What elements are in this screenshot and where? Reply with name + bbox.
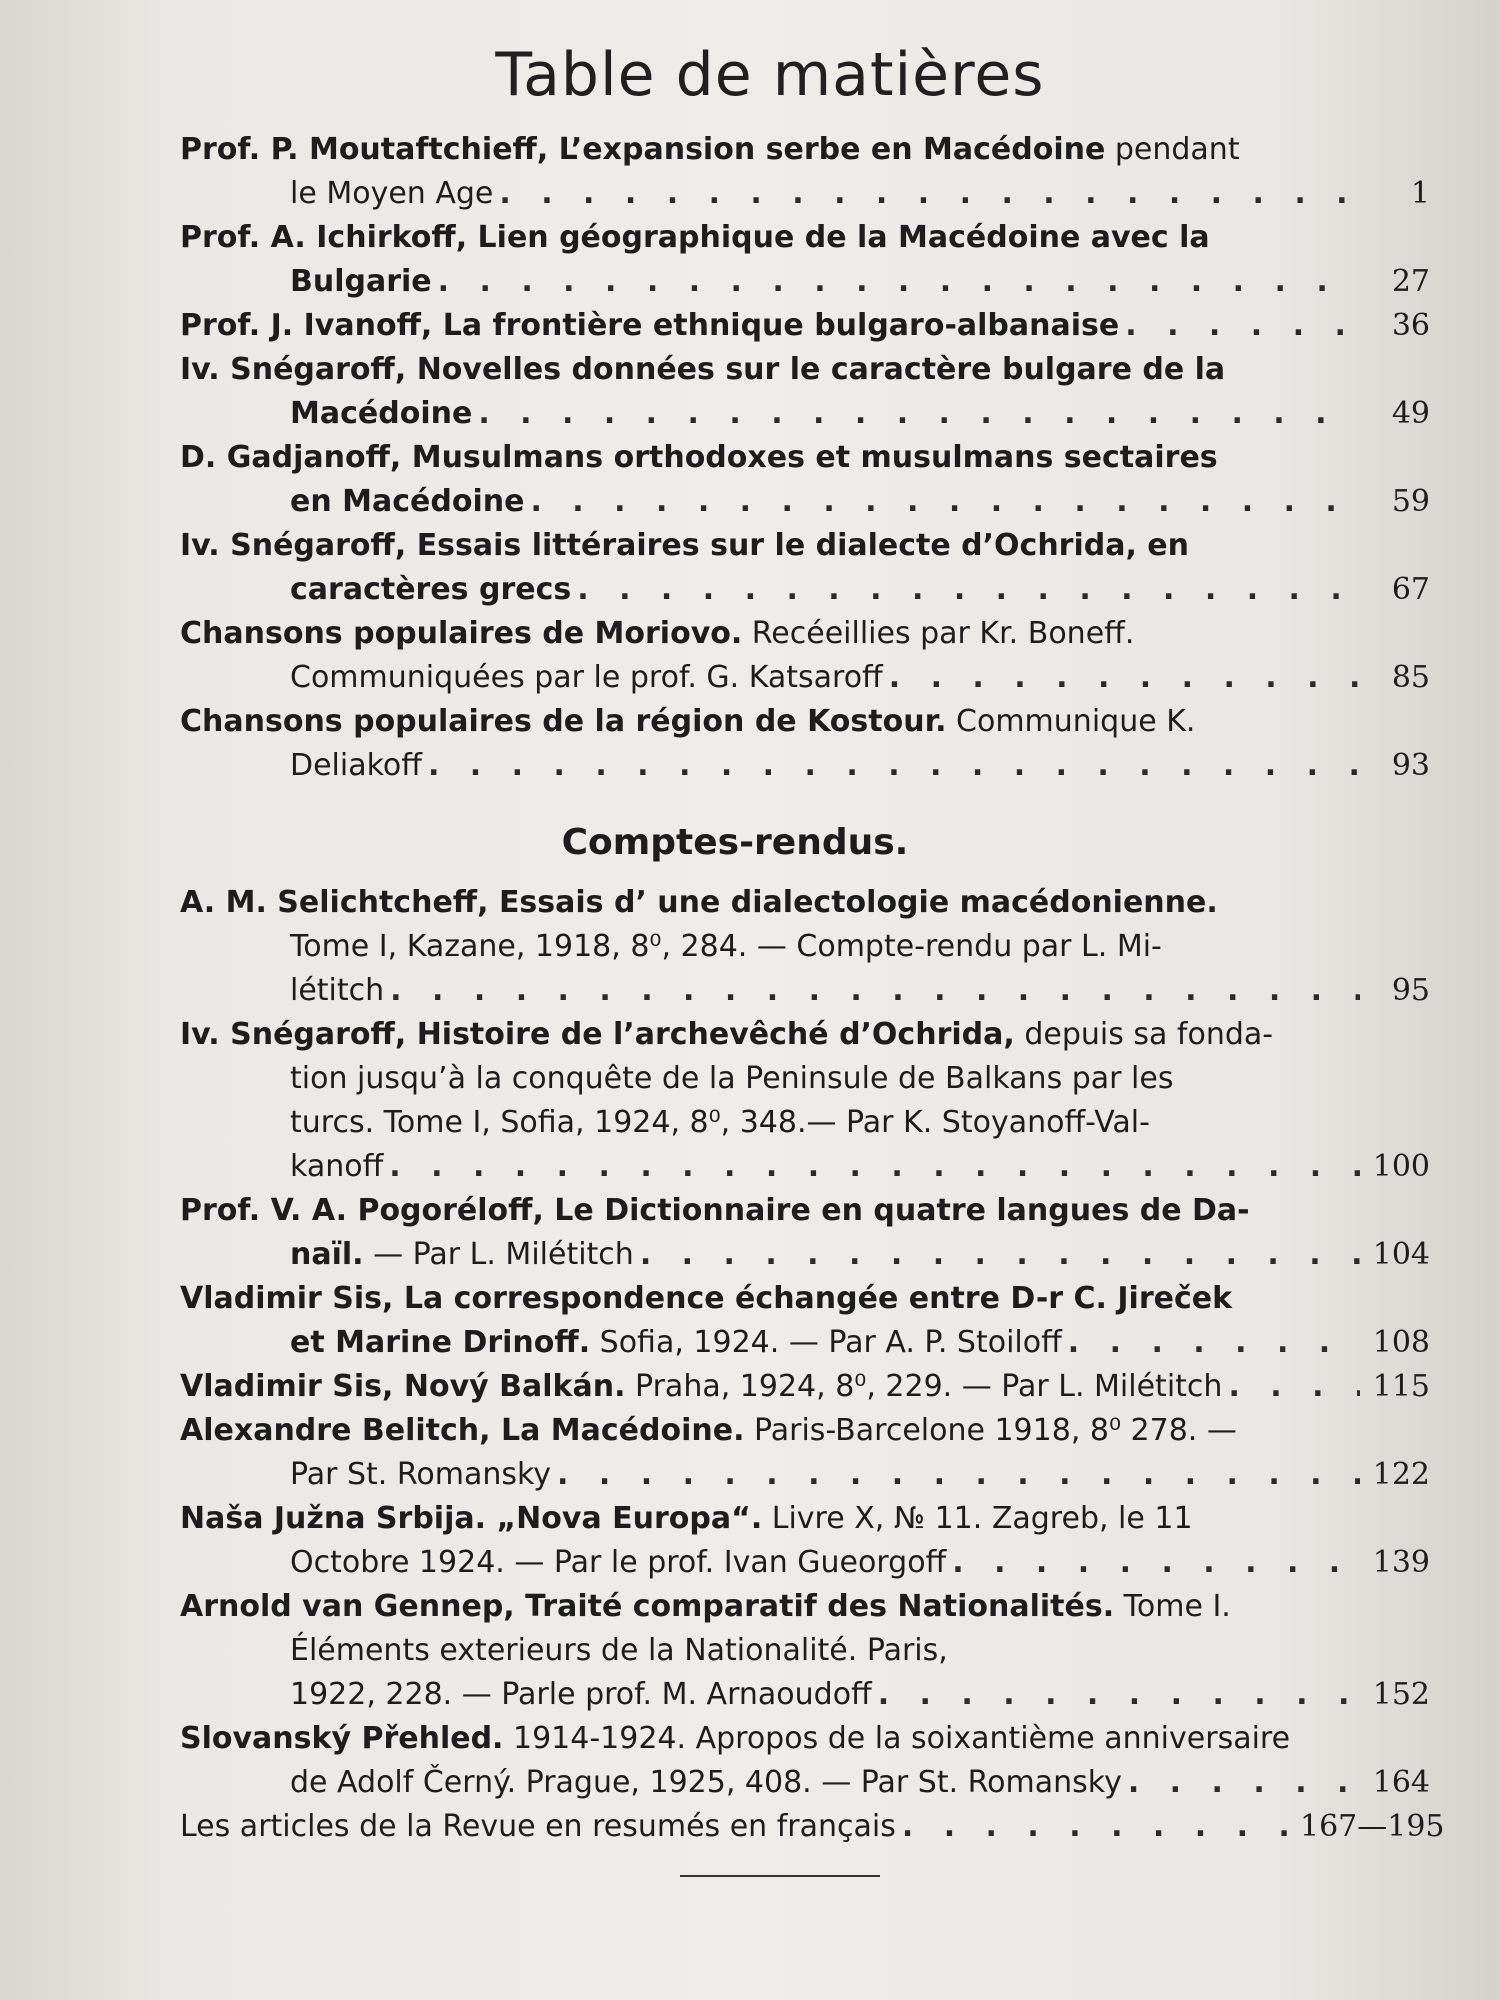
- entry-line: [180, 1541, 1430, 1585]
- article-entry: [180, 348, 1430, 436]
- page-number: 49: [1391, 396, 1430, 431]
- entry-line: [180, 480, 1430, 524]
- dot-leaders: [530, 480, 1360, 524]
- entry-title-text: Vladimir Sis, Nový Balkán.: [180, 1369, 626, 1404]
- page-number: 1: [1410, 176, 1430, 211]
- entry-text: [180, 304, 1119, 348]
- entry-detail-text: Sofia, 1924. — Par A. P. Stoiloff: [590, 1325, 1062, 1360]
- entry-text: [290, 656, 883, 700]
- entry-title-text: A. M. Selichtcheff, Essais d’ une dialectologie macédonienne.: [180, 885, 1218, 920]
- entry-text: [180, 1189, 1250, 1233]
- entry-line: [180, 260, 1430, 304]
- page-number: 152: [1372, 1677, 1430, 1712]
- entry-text: [180, 1365, 1222, 1409]
- entry-text: [290, 1673, 872, 1717]
- dot-leaders: [1128, 1761, 1360, 1805]
- entry-text: [290, 1101, 1150, 1145]
- review-entry: [180, 1497, 1430, 1585]
- entry-text: [180, 1277, 1232, 1321]
- entry-text: [180, 1497, 1193, 1541]
- entry-text: [290, 1761, 1122, 1805]
- entry-title-text: Iv. Snégaroff, Essais littéraires sur le dialecte d’Ochrida, en: [180, 528, 1190, 563]
- entry-text: [290, 260, 432, 304]
- article-entry: [180, 612, 1430, 700]
- entry-title-text: Slovanský Přehled.: [180, 1721, 504, 1756]
- article-entry: [180, 700, 1430, 788]
- page-number: 108: [1372, 1325, 1430, 1360]
- entry-line: [180, 392, 1430, 436]
- entry-detail-text: Tome I.: [1114, 1589, 1231, 1624]
- dot-leaders: [389, 1145, 1360, 1189]
- dot-leaders: [640, 1233, 1360, 1277]
- entry-line: [180, 612, 1430, 656]
- entry-detail-text: tion jusqu’à la conquête de la Peninsule de Balkans par les: [290, 1061, 1174, 1096]
- entry-text: [290, 1057, 1173, 1101]
- entry-line: [180, 1673, 1430, 1717]
- entry-text: [290, 925, 1162, 969]
- page-number: 100: [1372, 1149, 1430, 1184]
- dot-leaders: [1125, 304, 1360, 348]
- entry-line: [180, 1717, 1430, 1761]
- entry-detail-text: Les articles de la Revue en resumés en français: [180, 1809, 896, 1844]
- entry-text: [290, 480, 524, 524]
- entry-line: [180, 1497, 1430, 1541]
- entry-text: [180, 881, 1218, 925]
- entry-line: [180, 1365, 1430, 1409]
- entry-text: [180, 128, 1240, 172]
- review-entry: [180, 1277, 1430, 1365]
- articles-list: [180, 128, 1430, 788]
- page-number: 95: [1391, 973, 1430, 1008]
- entry-detail-text: 1922, 228. — Parle prof. M. Arnaoudoff: [290, 1677, 872, 1712]
- page-number: 164: [1372, 1765, 1430, 1800]
- entry-text: [290, 744, 422, 788]
- page-number: 139: [1372, 1545, 1430, 1580]
- page-number: 115: [1372, 1369, 1430, 1404]
- dot-leaders: [478, 392, 1360, 436]
- entry-line: [180, 128, 1430, 172]
- article-entry: [180, 436, 1430, 524]
- page-number: 36: [1391, 308, 1430, 343]
- page-number: 27: [1391, 264, 1430, 299]
- dot-leaders: [1068, 1321, 1360, 1365]
- entry-detail-text: Communique K.: [946, 704, 1196, 739]
- entry-text: [180, 1717, 1290, 1761]
- entry-detail-text: de Adolf Černý. Prague, 1925, 408. — Par St. Romansky: [290, 1765, 1122, 1800]
- entry-title-text: Prof. A. Ichirkoff, Lien géographique de la Macédoine avec la: [180, 220, 1210, 255]
- entry-line: [180, 524, 1430, 568]
- entry-detail-text: turcs. Tome I, Sofia, 1924, 8⁰, 348.— Par K. Stoyanoff-Val-: [290, 1105, 1150, 1140]
- entry-title-text: D. Gadjanoff, Musulmans orthodoxes et musulmans sectaires: [180, 440, 1218, 475]
- entry-line: [180, 744, 1430, 788]
- article-entry: [180, 216, 1430, 304]
- entry-title-text: Chansons populaires de la région de Kostour.: [180, 704, 947, 739]
- page-number: 122: [1372, 1457, 1430, 1492]
- entry-detail-text: Octobre 1924. — Par le prof. Ivan Gueorgoff: [290, 1545, 947, 1580]
- entry-detail-text: Recéeillies par Kr. Boneff.: [742, 616, 1135, 651]
- entry-detail-text: Éléments exterieurs de la Nationalité. Paris,: [290, 1633, 948, 1668]
- article-entry: [180, 304, 1430, 348]
- entry-title-text: Bulgarie: [290, 264, 432, 299]
- review-entry: [180, 1365, 1430, 1409]
- entry-line: [180, 1585, 1430, 1629]
- page-number: 93: [1391, 748, 1430, 783]
- dot-leaders: [902, 1805, 1294, 1849]
- article-entry: [180, 128, 1430, 216]
- entry-line: [180, 1409, 1430, 1453]
- entry-line: [180, 304, 1430, 348]
- review-entry: [180, 1805, 1445, 1849]
- entry-line: [180, 925, 1430, 969]
- page-title: Table de matières: [495, 40, 1045, 110]
- entry-text: [180, 1585, 1231, 1629]
- entry-text: [180, 436, 1218, 480]
- dot-leaders: [557, 1453, 1360, 1497]
- entry-line: [180, 1761, 1430, 1805]
- entry-title-text: Vladimir Sis, La correspondence échangée entre D-r C. Jireček: [180, 1281, 1233, 1316]
- page-number: 67: [1391, 572, 1430, 607]
- entry-title-text: en Macédoine: [290, 484, 525, 519]
- entry-text: [180, 1013, 1273, 1057]
- entry-text: [180, 348, 1225, 392]
- review-entry: [180, 1585, 1430, 1717]
- entry-detail-text: Communiquées par le prof. G. Katsaroff: [290, 660, 883, 695]
- entry-line: [180, 568, 1430, 612]
- entry-title-text: Prof. P. Moutaftchieff, L’expansion serbe en Macédoine: [180, 132, 1106, 167]
- entry-title-text: Prof. V. A. Pogoréloff, Le Dictionnaire en quatre langues de Da-: [180, 1193, 1250, 1228]
- entry-text: [180, 700, 1195, 744]
- entry-detail-text: Livre X, № 11. Zagreb, le 11: [762, 1501, 1193, 1536]
- review-entry: [180, 1717, 1430, 1805]
- entry-text: [180, 216, 1210, 260]
- entry-text: [180, 524, 1189, 568]
- entry-title-text: naïl.: [290, 1237, 364, 1272]
- review-entry: [180, 1189, 1430, 1277]
- entry-title-text: Iv. Snégaroff, Novelles données sur le caractère bulgare de la: [180, 352, 1226, 387]
- entry-line: [180, 969, 1430, 1013]
- entry-line: [180, 656, 1430, 700]
- entry-detail-text: 1914-1924. Apropos de la soixantième anniversaire: [503, 1721, 1291, 1756]
- page-number: 85: [1391, 660, 1430, 695]
- entry-detail-text: depuis sa fonda-: [1014, 1017, 1274, 1052]
- entry-detail-text: pendant: [1105, 132, 1240, 167]
- entry-detail-text: Praha, 1924, 8⁰, 229. — Par L. Milétitch: [625, 1369, 1223, 1404]
- entry-line: [180, 1189, 1430, 1233]
- dot-leaders: [438, 260, 1360, 304]
- closing-rule: [680, 1875, 880, 1877]
- entry-text: [290, 1541, 946, 1585]
- entry-text: [290, 1233, 634, 1277]
- entry-line: [180, 1453, 1430, 1497]
- entry-detail-text: Par St. Romansky: [290, 1457, 552, 1492]
- entry-text: [290, 1321, 1062, 1365]
- entry-text: [180, 1409, 1237, 1453]
- entry-text: [290, 392, 472, 436]
- entry-detail-text: kanoff: [290, 1149, 384, 1184]
- entry-line: [180, 700, 1430, 744]
- entry-line: [180, 1233, 1430, 1277]
- entry-line: [180, 216, 1430, 260]
- entry-line: [180, 172, 1430, 216]
- dot-leaders: [577, 568, 1360, 612]
- entry-detail-text: létitch: [290, 973, 385, 1008]
- entry-title-text: Macédoine: [290, 396, 473, 431]
- entry-line: [180, 1101, 1430, 1145]
- entry-text: [180, 612, 1134, 656]
- entry-line: [180, 1277, 1430, 1321]
- dot-leaders: [390, 969, 1360, 1013]
- entry-title-text: Naša Južna Srbija. „Nova Europa“.: [180, 1501, 763, 1536]
- review-entry: [180, 1409, 1430, 1497]
- review-entry: [180, 1013, 1430, 1189]
- dot-leaders: [499, 172, 1360, 216]
- entry-detail-text: Paris-Barcelone 1918, 8⁰ 278. —: [744, 1413, 1237, 1448]
- entry-detail-text: — Par L. Milétitch: [363, 1237, 634, 1272]
- dot-leaders: [878, 1673, 1360, 1717]
- entry-title-text: Arnold van Gennep, Traité comparatif des Nationalités.: [180, 1589, 1115, 1624]
- entry-line: [180, 436, 1430, 480]
- entry-detail-text: le Moyen Age: [290, 176, 494, 211]
- entry-text: [290, 568, 571, 612]
- article-entry: [180, 524, 1430, 612]
- section-heading: Comptes-rendus.: [561, 822, 909, 863]
- entry-title-text: Iv. Snégaroff, Histoire de l’archevêché d’Ochrida,: [180, 1017, 1015, 1052]
- dot-leaders: [428, 744, 1360, 788]
- entry-line: [180, 1629, 1430, 1673]
- entry-line: [180, 881, 1430, 925]
- page-number: 104: [1372, 1237, 1430, 1272]
- entry-line: [180, 1145, 1430, 1189]
- dot-leaders: [889, 656, 1360, 700]
- page-number: 167—195: [1300, 1809, 1445, 1844]
- entry-title-text: caractères grecs: [290, 572, 572, 607]
- entry-text: [180, 1805, 896, 1849]
- entry-detail-text: Deliakoff: [290, 748, 422, 783]
- entry-title-text: et Marine Drinoff.: [290, 1325, 591, 1360]
- dot-leaders: [952, 1541, 1360, 1585]
- entry-line: [180, 1013, 1430, 1057]
- reviews-list: [180, 881, 1445, 1849]
- entry-line: [180, 348, 1430, 392]
- entry-text: [290, 172, 493, 216]
- entry-detail-text: Tome I, Kazane, 1918, 8⁰, 284. — Compte-rendu par L. Mi-: [290, 929, 1162, 964]
- toc-page: [180, 40, 1445, 1980]
- entry-line: [180, 1057, 1430, 1101]
- page-number: 59: [1391, 484, 1430, 519]
- dot-leaders: [1228, 1365, 1360, 1409]
- entry-text: [290, 969, 384, 1013]
- entry-line: [180, 1805, 1445, 1849]
- entry-title-text: Prof. J. Ivanoff, La frontière ethnique bulgaro-albanaise: [180, 308, 1120, 343]
- entry-title-text: Alexandre Belitch, La Macédoine.: [180, 1413, 745, 1448]
- entry-text: [290, 1453, 551, 1497]
- entry-text: [290, 1629, 948, 1673]
- entry-text: [290, 1145, 383, 1189]
- entry-title-text: Chansons populaires de Moriovo.: [180, 616, 743, 651]
- entry-line: [180, 1321, 1430, 1365]
- review-entry: [180, 881, 1430, 1013]
